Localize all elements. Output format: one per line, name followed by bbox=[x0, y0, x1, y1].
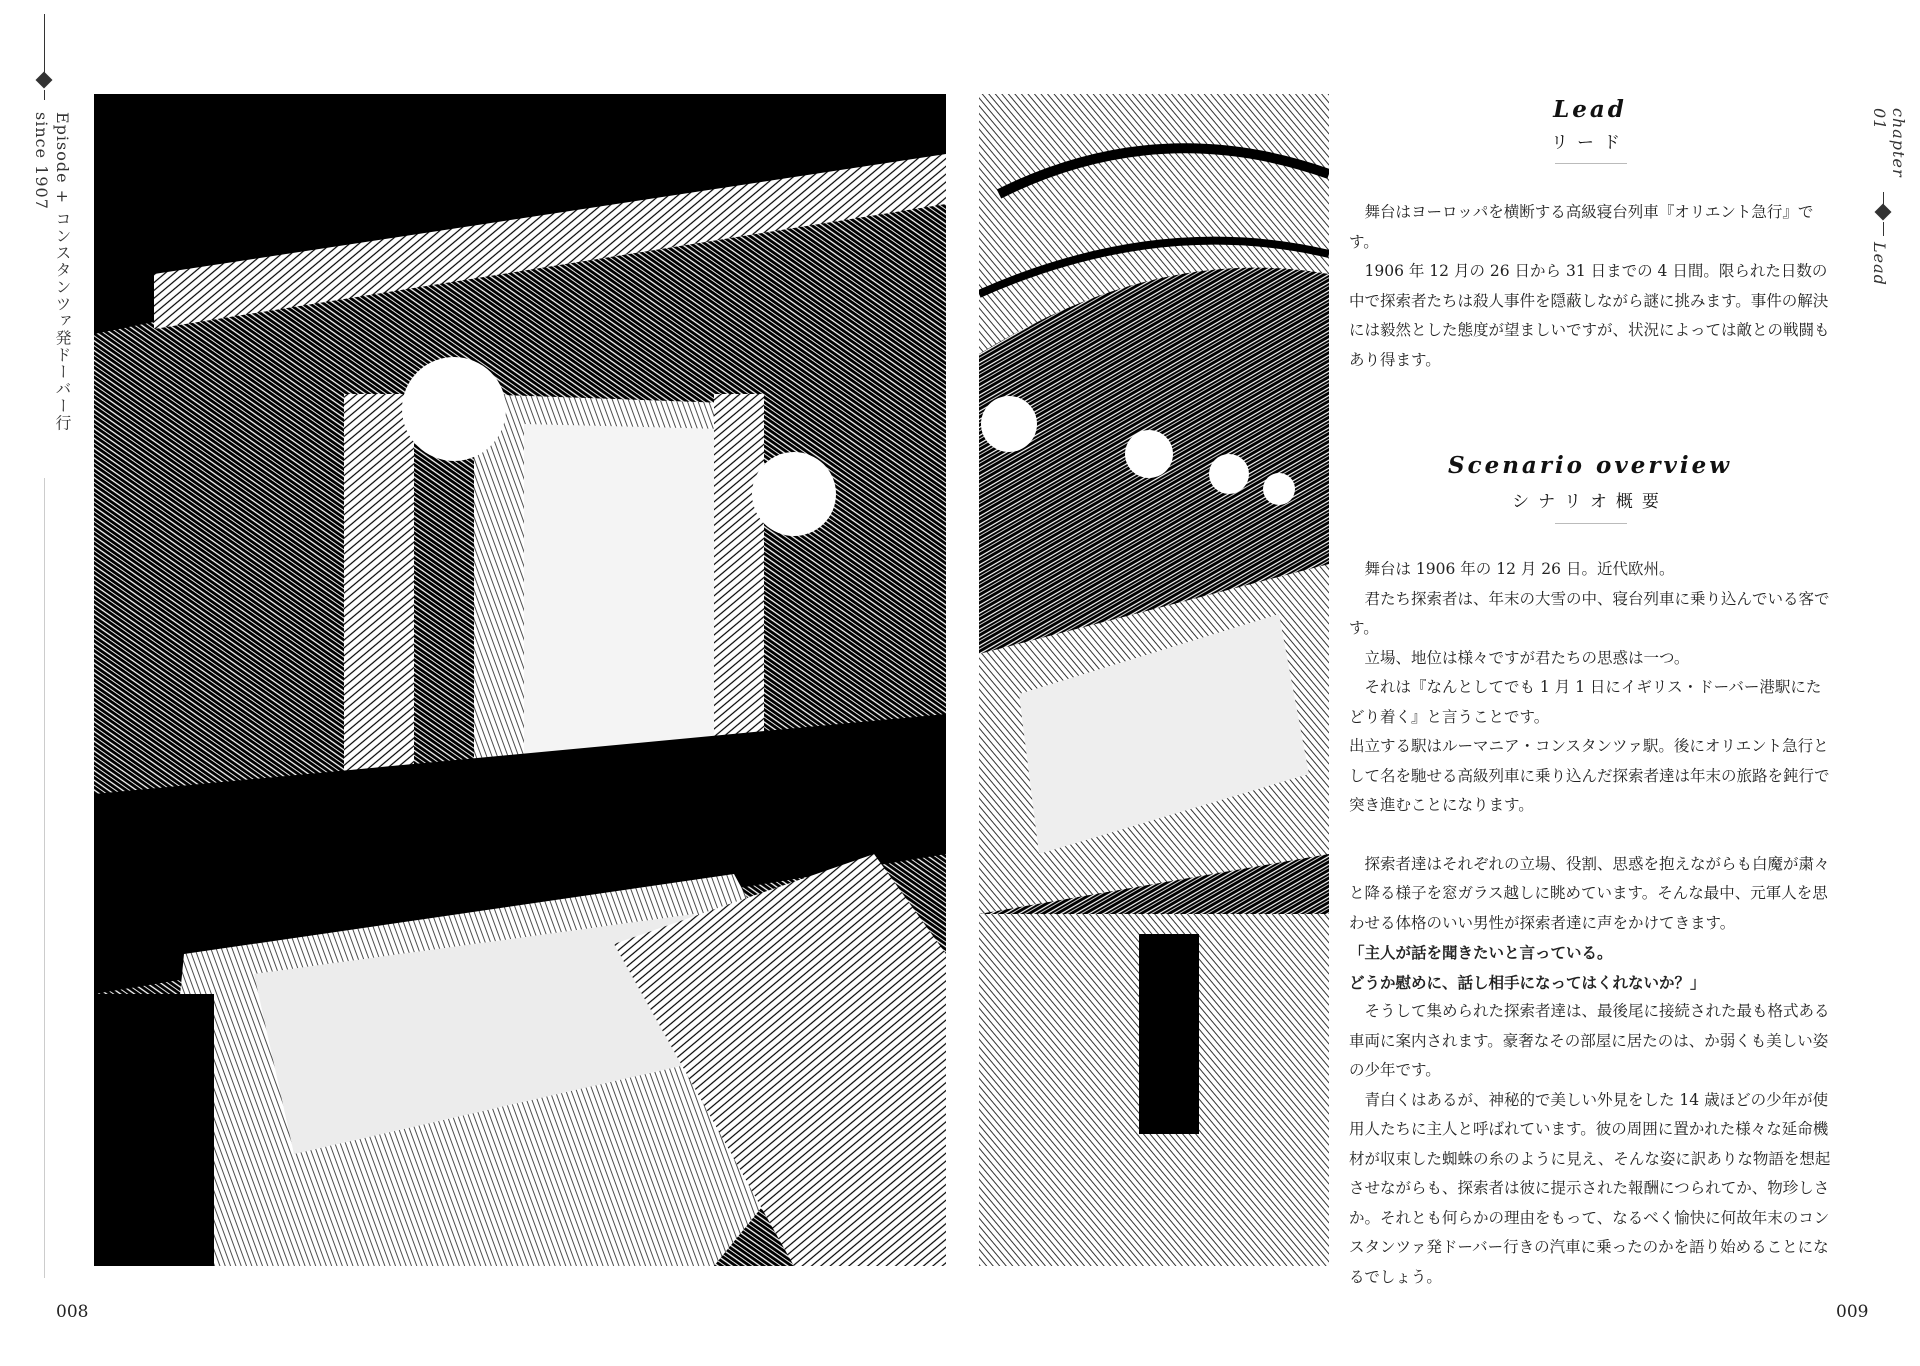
dining-car-photo-left bbox=[94, 94, 946, 1266]
overview-paragraph-2: 君たち探索者は、年末の大雪の中、寝台列車に乗り込んでいる客です。 bbox=[1349, 589, 1830, 637]
overview-quote-line-2: どうか慰めに、話し相手になってはくれないか？」 bbox=[1349, 972, 1706, 992]
lead-paragraph-2: 1906 年 12 月の 26 日から 31 日までの 4 日間。限られた日数の中で探索者たちは殺人事件を隠蔽しながら謎に挑みます。事件の解決には毅然とした態度が望ましいですが、状況によっては敵との戦闘もあり得ます。 bbox=[1349, 262, 1830, 369]
right-ornament-line-mid bbox=[1883, 222, 1884, 236]
lead-paragraph-1: 舞台はヨーロッパを横断する高級寝台列車『オリエント急行』です。 bbox=[1349, 203, 1814, 251]
overview-heading-en: Scenario overview bbox=[1447, 452, 1733, 479]
lead-heading-en: Lead bbox=[1553, 96, 1627, 123]
overview-quote-line-1: 「主人が話を聞きたいと言っている。 bbox=[1349, 943, 1613, 962]
left-vertical-title: Episode + コンスタンツァ発ドーバー行 since 1907 bbox=[32, 112, 72, 432]
overview-paragraph-3: 立場、地位は様々ですが君たちの思惑は一つ。 bbox=[1364, 648, 1690, 667]
right-vertical-chapter: chapter 01 bbox=[1870, 108, 1908, 178]
overview-heading-ja: シナリオ概要 bbox=[1512, 492, 1668, 512]
overview-paragraph-8: 青白くはあるが、神秘的で美しい外見をした 14 歳ほどの少年が使用人たちに主人と呼ばれています。彼の周囲に置かれた様々な延命機材が収束した蜘蛛の糸のように見え、そんな姿に訳ありな物語を想起させながらも、探索者は彼に提示された報酬につられてか、物珍しさか。それとも何らかの理由をもって、なるべく愉快に何故年末のコンスタンツァ発ドーバー行きの汽車に乗ったのかを語り始めることになるでしょう。 bbox=[1349, 1090, 1831, 1286]
right-vertical-sub: Lead bbox=[1870, 242, 1889, 286]
overview-paragraph-4: それは『なんとしてでも 1 月 1 日にイギリス・ドーバー港駅にたどり着く』と言うことです。 bbox=[1349, 678, 1822, 726]
dining-car-photo-right bbox=[979, 94, 1329, 1266]
overview-paragraph-5: 出立する駅はルーマニア・コンスタンツァ駅。後にオリエント急行として名を馳せる高級列車に乗り込んだ探索者達は年末の旅路を鈍行で突き進むことになります。 bbox=[1349, 737, 1830, 814]
overview-paragraph-6: 探索者達はそれぞれの立場、役割、思惑を抱えながらも白魔が粛々と降る様子を窓ガラス越しに眺めています。そんな最中、元軍人を思わせる体格のいい男性が探索者達に声をかけてきます。 bbox=[1349, 854, 1830, 932]
left-ornament-line-top bbox=[44, 14, 45, 74]
lead-body bbox=[1349, 198, 1831, 375]
overview-paragraph-7: そうして集められた探索者達は、最後尾に接続された最も格式ある車両に案内されます。豪奢なその部屋に居たのは、か弱くも美しい姿の少年です。 bbox=[1349, 1002, 1830, 1079]
left-ornament-diamond-icon bbox=[36, 72, 53, 89]
page-number-right: 009 bbox=[1836, 1302, 1869, 1322]
lead-heading-rule bbox=[1555, 163, 1627, 164]
left-ornament-line-bottom bbox=[44, 478, 45, 1278]
overview-body bbox=[1349, 555, 1831, 1292]
overview-paragraph-1: 舞台は 1906 年の 12 月 26 日。近代欧州。 bbox=[1364, 560, 1675, 578]
right-ornament-diamond-icon bbox=[1875, 204, 1892, 221]
page-number-left: 008 bbox=[56, 1302, 89, 1322]
lead-heading-ja: リード bbox=[1551, 133, 1629, 153]
left-ornament-line-mid bbox=[44, 90, 45, 100]
overview-heading-rule bbox=[1555, 523, 1627, 524]
